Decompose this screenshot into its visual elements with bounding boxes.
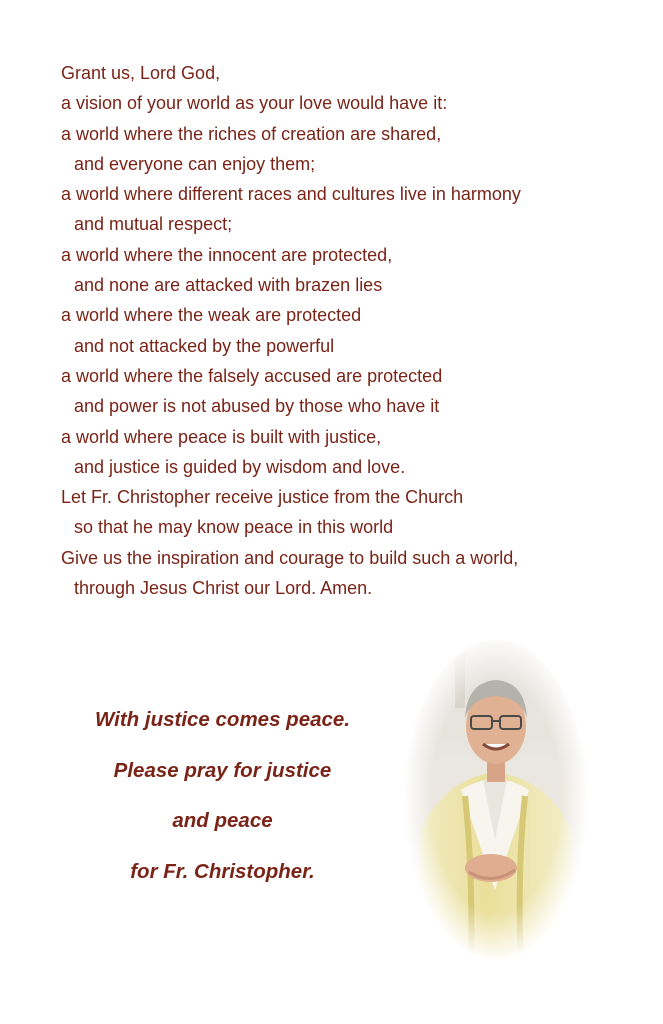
prayer-line: a vision of your world as your love would have it: <box>61 93 448 114</box>
appeal-line: Please pray for justice <box>113 758 332 782</box>
prayer-text <box>61 58 641 603</box>
priest-portrait-icon <box>403 640 589 968</box>
appeal-line: With justice comes peace. <box>94 708 351 731</box>
prayer-line: a world where the riches of creation are shared, <box>61 123 442 144</box>
prayer-line: and power is not abused by those who have it <box>74 396 440 417</box>
prayer-line: a world where the weak are protected <box>61 305 362 326</box>
prayer-line: a world where peace is built with justice, <box>61 426 382 447</box>
prayer-line: through Jesus Christ our Lord. Amen. <box>74 578 373 599</box>
priest-photo <box>403 640 589 968</box>
prayer-line: a world where the innocent are protected, <box>61 244 393 265</box>
prayer-line: Give us the inspiration and courage to build such a world, <box>61 547 519 568</box>
prayer-line: and justice is guided by wisdom and love. <box>74 456 406 477</box>
prayer-line: and not attacked by the powerful <box>74 335 335 356</box>
appeal-line: and peace <box>172 809 273 832</box>
justice-appeal <box>50 698 395 900</box>
prayer-line: and none are attacked with brazen lies <box>74 275 383 296</box>
prayer-line: a world where the falsely accused are protected <box>61 365 443 386</box>
prayer-line: Let Fr. Christopher receive justice from the Church <box>61 487 464 508</box>
prayer-line: and mutual respect; <box>74 214 233 235</box>
prayer-line: a world where different races and cultures live in harmony <box>61 184 521 205</box>
prayer-line: so that he may know peace in this world <box>74 517 394 538</box>
appeal-line: for Fr. Christopher. <box>130 859 315 883</box>
prayer-line: Grant us, Lord God, <box>61 63 221 83</box>
prayer-line: and everyone can enjoy them; <box>74 153 316 174</box>
